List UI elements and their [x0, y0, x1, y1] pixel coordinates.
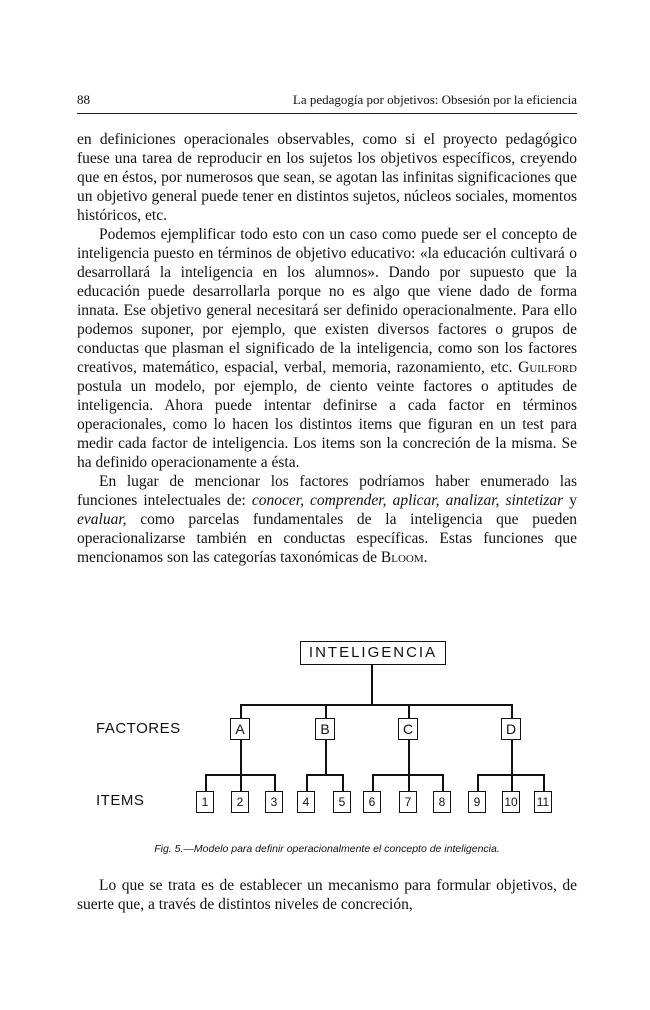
header-rule [77, 113, 577, 114]
connector-to-b [325, 704, 327, 718]
page-number: 88 [77, 92, 90, 107]
running-title: La pedagogía por objetivos: Obsesión por la eficiencia [292, 92, 577, 107]
paragraph-2-part-b: postula un modelo, por ejemplo, de ciento veinte factores o aptitudes de inteligencia. Ahora puede intentar definirse a cada factor en términos operacionales, como lo hacen los distintos items que figuran en un test para medir cada factor de inteligencia. Los items son la concreción de la misma. Se ha definido operacionamente a ésta. [77, 378, 577, 471]
stem-c [408, 740, 410, 774]
figure-caption: Fig. 5.—Modelo para definir operacionalmente el concepto de inteligencia. [154, 843, 500, 855]
items-bar-d [477, 774, 543, 776]
factor-d: D [501, 718, 521, 740]
factor-c: C [398, 718, 418, 740]
connector-root-trunk [371, 665, 373, 705]
function-evaluar: evaluar, [77, 511, 127, 528]
author-guilford: Guilford [518, 359, 577, 376]
intelligence-diagram [0, 630, 650, 830]
drop-9 [477, 774, 479, 792]
drop-11 [543, 774, 545, 792]
functions-list: conocer, comprender, aplicar, analizar, sintetizar [251, 492, 564, 509]
drop-4 [306, 774, 308, 792]
connector-factors-bar [240, 704, 512, 706]
body-text [77, 130, 577, 567]
items-bar-b [306, 774, 343, 776]
conjunction: y [569, 492, 577, 509]
paragraph-4: Lo que se trata es de establecer un mecanismo para formular objetivos, de suerte que, a través de distintos niveles de concreción, [77, 877, 577, 913]
paragraph-1: en definiciones operacionales observables, como si el proyecto pedagógico fuese una tarea de reproducir en los sujetos los objetivos específicos, creyendo que en éstos, por numerosos que sean, se agotan las infinitas significaciones que un objetivo general puede tener en distintos sujetos, núcleos sociales, momentos históricos, etc. [77, 131, 577, 224]
item-5: 5 [333, 791, 351, 813]
item-7: 7 [399, 791, 417, 813]
item-8: 8 [433, 791, 451, 813]
stem-a [240, 740, 242, 774]
paragraph-3-part-a: En lugar de mencionar los factores podríamos haber enumerado las funciones intelectuales de: [77, 473, 577, 509]
item-2: 2 [231, 791, 249, 813]
factor-b: B [315, 718, 335, 740]
paragraph-3-end: . [423, 549, 428, 566]
node-inteligencia: INTELIGENCIA [300, 641, 446, 665]
drop-3 [274, 774, 276, 792]
label-factores: FACTORES [96, 720, 181, 737]
drop-10 [511, 774, 513, 792]
paragraph-3-part-b: como parcelas fundamentales de la inteligencia que pueden operacionalizarse también en conductas específicas. Estas funciones que mencionamos son las categorías taxonómicas de [77, 511, 578, 566]
factor-a: A [230, 718, 250, 740]
paragraph-2 [77, 225, 577, 472]
item-3: 3 [265, 791, 283, 813]
paragraph-3 [77, 472, 577, 567]
connector-to-a [240, 704, 242, 718]
item-10: 10 [502, 791, 520, 813]
stem-b [325, 740, 327, 774]
drop-5 [342, 774, 344, 792]
item-11: 11 [534, 791, 552, 813]
item-1: 1 [196, 791, 214, 813]
drop-1 [205, 774, 207, 792]
connector-to-d [511, 704, 513, 718]
connector-to-c [408, 704, 410, 718]
drop-6 [372, 774, 374, 792]
author-bloom: Bloom [380, 549, 424, 566]
label-items: ITEMS [96, 792, 145, 809]
item-4: 4 [297, 791, 315, 813]
item-9: 9 [468, 791, 486, 813]
closing-text [77, 876, 577, 914]
drop-8 [442, 774, 444, 792]
stem-d [511, 740, 513, 774]
item-6: 6 [363, 791, 381, 813]
running-header [77, 92, 577, 108]
drop-7 [408, 774, 410, 792]
paragraph-2-part-a: Podemos ejemplificar todo esto con un caso como puede ser el concepto de inteligencia puesto en términos de objetivo educativo: «la educación cultivará o desarrollará la inteligencia en los alumnos». Dando por supuesto que la educación puede desarrollarla porque no es algo que viene dado de forma innata. Ese objetivo general necesitará ser definido operacionalmente. Para ello podemos suponer, por ejemplo, que existen diversos factores o grupos de conductas que plasman el significado de la inteligencia, como son los factores creativos, matemático, espacial, verbal, memoria, razonamiento, etc. [77, 226, 577, 376]
drop-2 [240, 774, 242, 792]
